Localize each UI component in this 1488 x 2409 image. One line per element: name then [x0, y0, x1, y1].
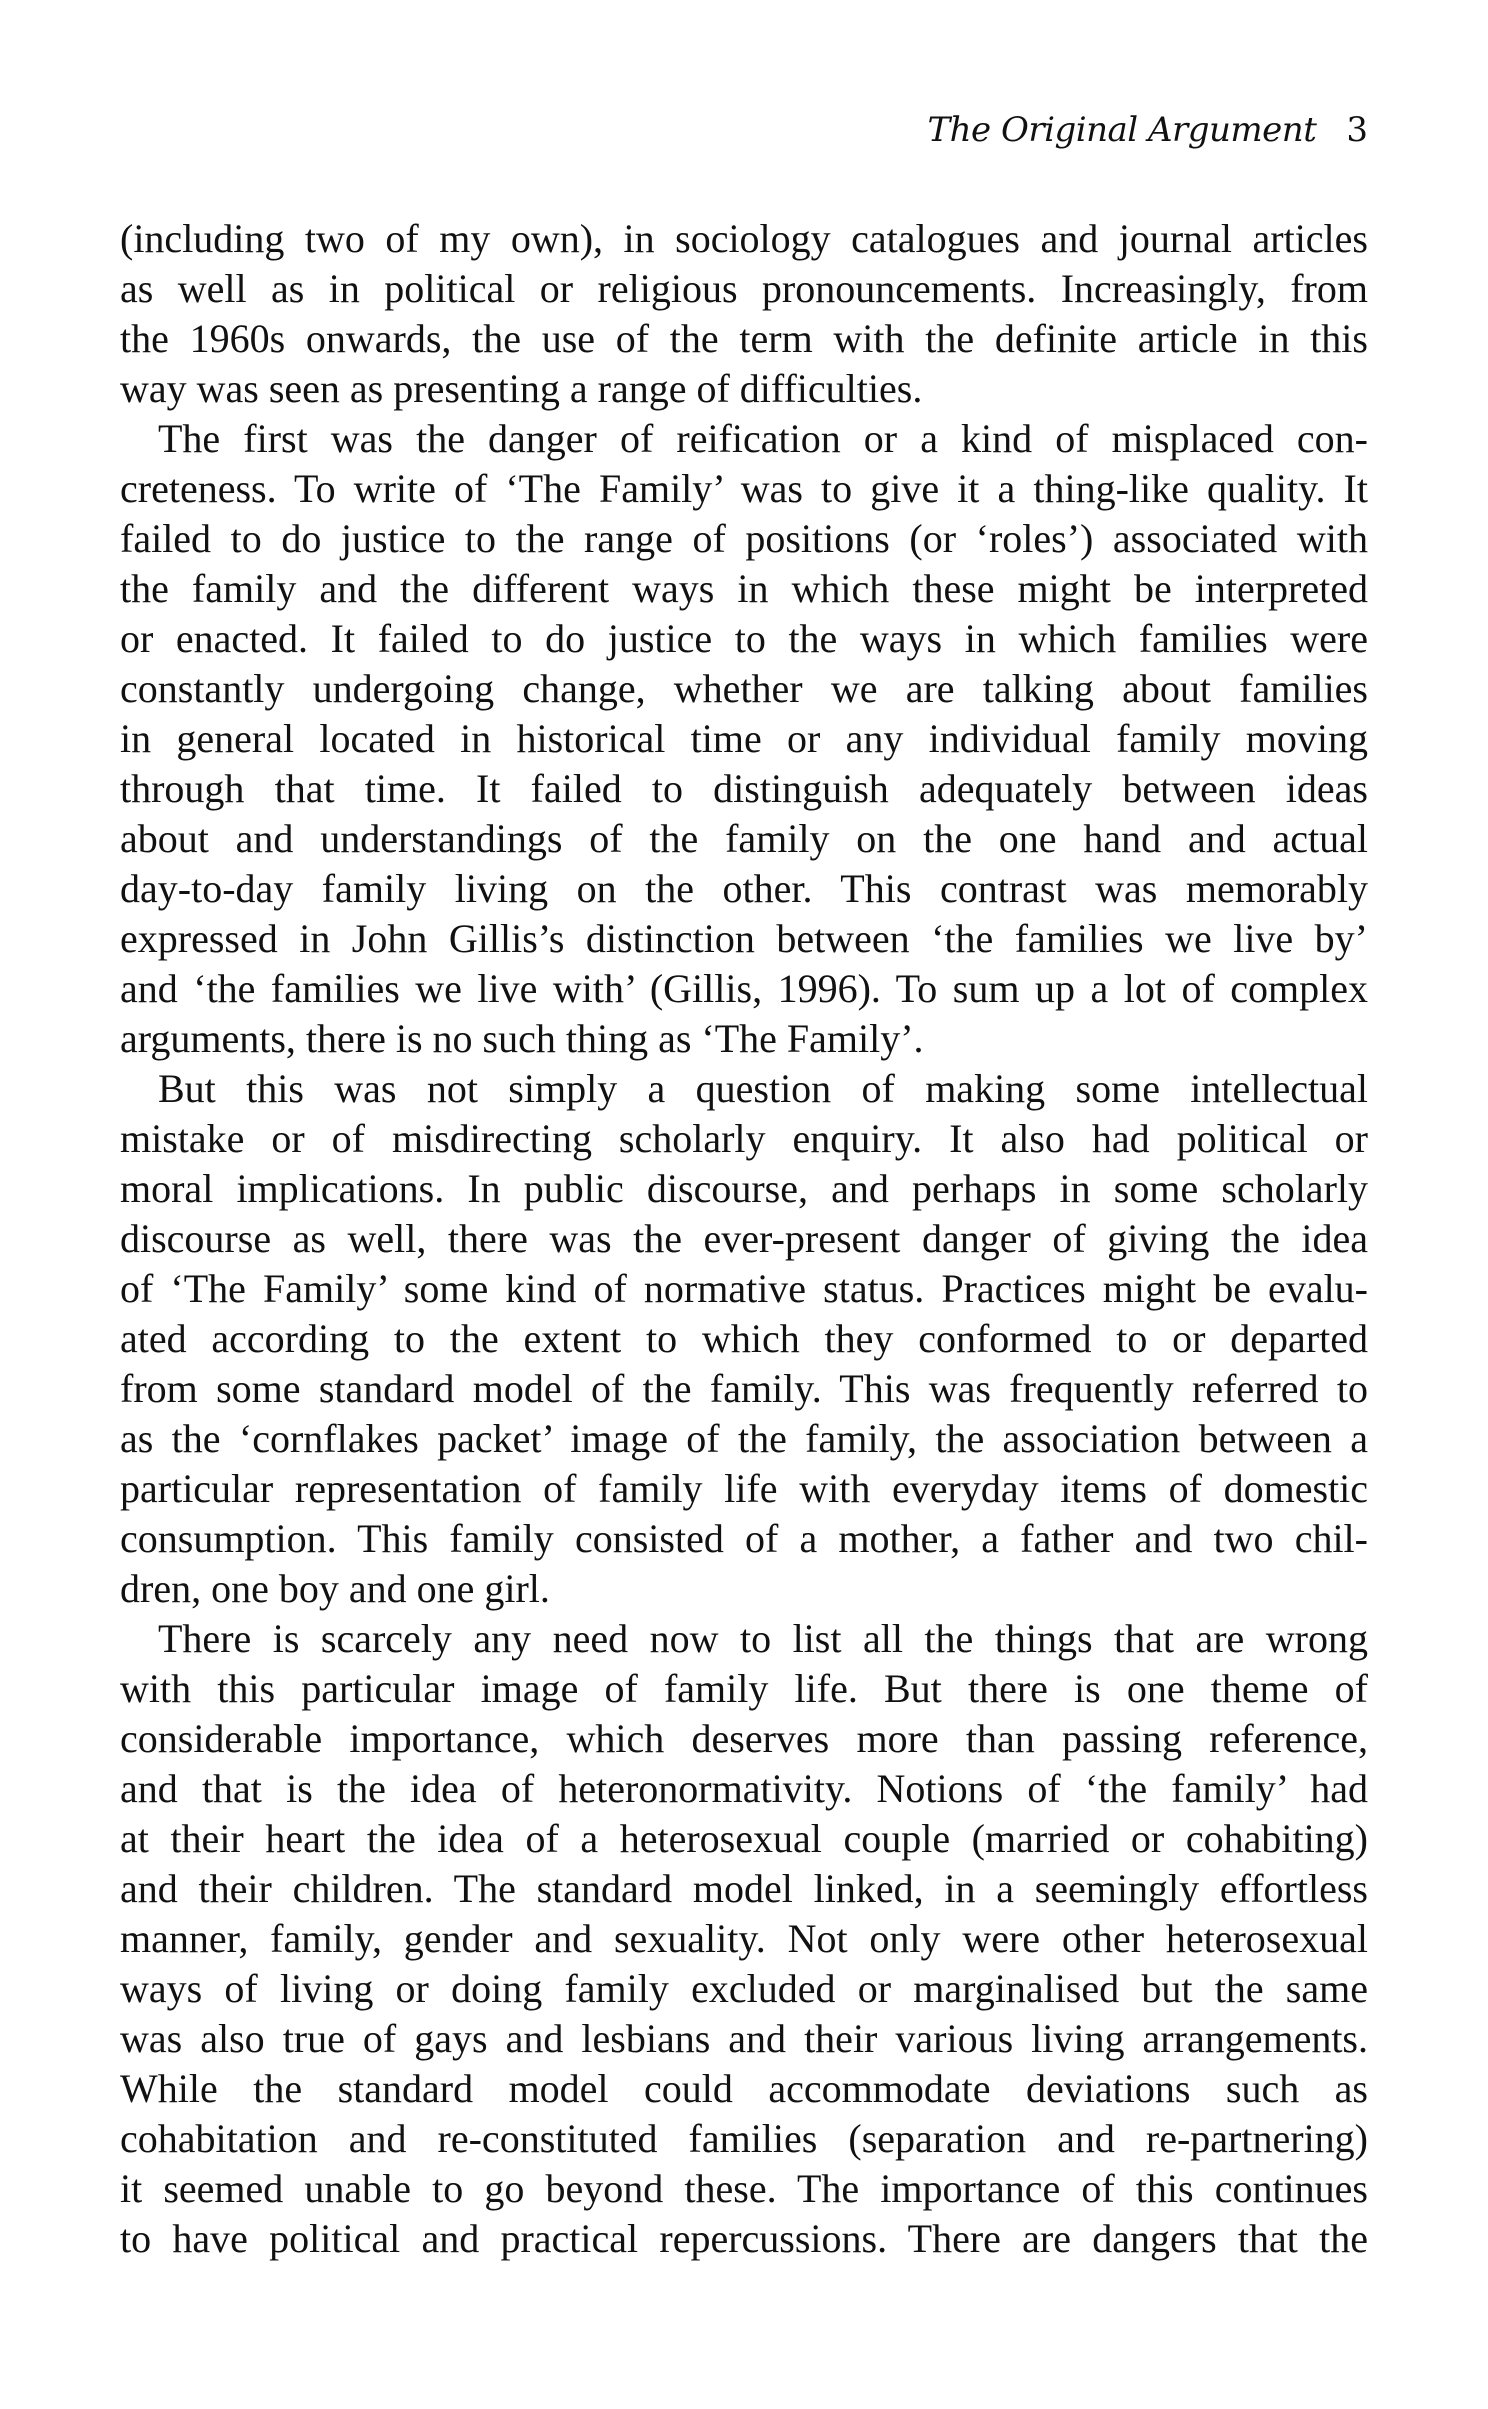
- text-line: constantly undergoing change, whether we are talking about families: [120, 666, 1368, 711]
- text-line: to have political and practical repercussions. There are dangers that the: [120, 2216, 1368, 2261]
- text-line: day-to-day family living on the other. This contrast was memorably: [120, 866, 1368, 911]
- text-line: and ‘the families we live with’ (Gillis, 1996). To sum up a lot of complex: [120, 966, 1368, 1011]
- body-text: [120, 214, 1368, 2264]
- text-line: consumption. This family consisted of a mother, a father and two chil-: [120, 1516, 1368, 1561]
- text-line: failed to do justice to the range of positions (or ‘roles’) associated with: [120, 516, 1368, 561]
- paragraph: [120, 214, 1368, 414]
- text-line: in general located in historical time or any individual family moving: [120, 716, 1368, 761]
- text-line: But this was not simply a question of making some intellectual: [158, 1066, 1368, 1111]
- text-line: cohabitation and re-constituted families (separation and re-partnering): [120, 2116, 1368, 2161]
- text-line: was also true of gays and lesbians and their various living arrangements.: [120, 2016, 1368, 2061]
- text-line: expressed in John Gillis’s distinction between ‘the families we live by’: [120, 916, 1368, 961]
- text-line: and their children. The standard model linked, in a seemingly effortless: [120, 1866, 1368, 1911]
- text-line: of ‘The Family’ some kind of normative status. Practices might be evalu-: [120, 1266, 1368, 1311]
- text-line: mistake or of misdirecting scholarly enquiry. It also had political or: [120, 1116, 1368, 1161]
- text-line: dren, one boy and one girl.: [120, 1566, 550, 1611]
- text-line: considerable importance, which deserves more than passing reference,: [120, 1716, 1368, 1761]
- text-line: (including two of my own), in sociology catalogues and journal articles: [120, 216, 1368, 261]
- page-number: 3: [1346, 110, 1368, 150]
- text-line: ways of living or doing family excluded or marginalised but the same: [120, 1966, 1368, 2011]
- text-line: the 1960s onwards, the use of the term with the definite article in this: [120, 316, 1368, 361]
- text-line: as the ‘cornflakes packet’ image of the family, the association between a: [120, 1416, 1368, 1461]
- text-line: creteness. To write of ‘The Family’ was to give it a thing-like quality. It: [120, 466, 1368, 511]
- text-line: and that is the idea of heteronormativity. Notions of ‘the family’ had: [120, 1766, 1368, 1811]
- text-line: The first was the danger of reification or a kind of misplaced con-: [158, 416, 1368, 461]
- text-line: manner, family, gender and sexuality. Not only were other heterosexual: [120, 1916, 1368, 1961]
- text-line: about and understandings of the family on the one hand and actual: [120, 816, 1368, 861]
- running-head: [120, 108, 1368, 152]
- paragraph: [120, 414, 1368, 1064]
- text-line: arguments, there is no such thing as ‘The Family’.: [120, 1016, 924, 1061]
- paragraph: [120, 1064, 1368, 1614]
- text-line: the family and the different ways in which these might be interpreted: [120, 566, 1368, 611]
- text-line: or enacted. It failed to do justice to the ways in which families were: [120, 616, 1368, 661]
- text-line: through that time. It failed to distinguish adequately between ideas: [120, 766, 1368, 811]
- text-line: at their heart the idea of a heterosexual couple (married or cohabiting): [120, 1816, 1368, 1861]
- text-line: it seemed unable to go beyond these. The importance of this continues: [120, 2166, 1368, 2211]
- text-line: with this particular image of family life. But there is one theme of: [120, 1666, 1368, 1711]
- text-line: discourse as well, there was the ever-present danger of giving the idea: [120, 1216, 1368, 1261]
- running-head-title: The Original Argument: [927, 110, 1317, 150]
- text-line: way was seen as presenting a range of difficulties.: [120, 366, 923, 411]
- text-line: While the standard model could accommodate deviations such as: [120, 2066, 1368, 2111]
- text-line: from some standard model of the family. This was frequently referred to: [120, 1366, 1368, 1411]
- text-line: ated according to the extent to which they conformed to or departed: [120, 1316, 1368, 1361]
- text-line: moral implications. In public discourse, and perhaps in some scholarly: [120, 1166, 1368, 1211]
- text-line: There is scarcely any need now to list all the things that are wrong: [158, 1616, 1368, 1661]
- text-line: particular representation of family life with everyday items of domestic: [120, 1466, 1368, 1511]
- text-line: as well as in political or religious pronouncements. Increasingly, from: [120, 266, 1368, 311]
- paragraph: [120, 1614, 1368, 2264]
